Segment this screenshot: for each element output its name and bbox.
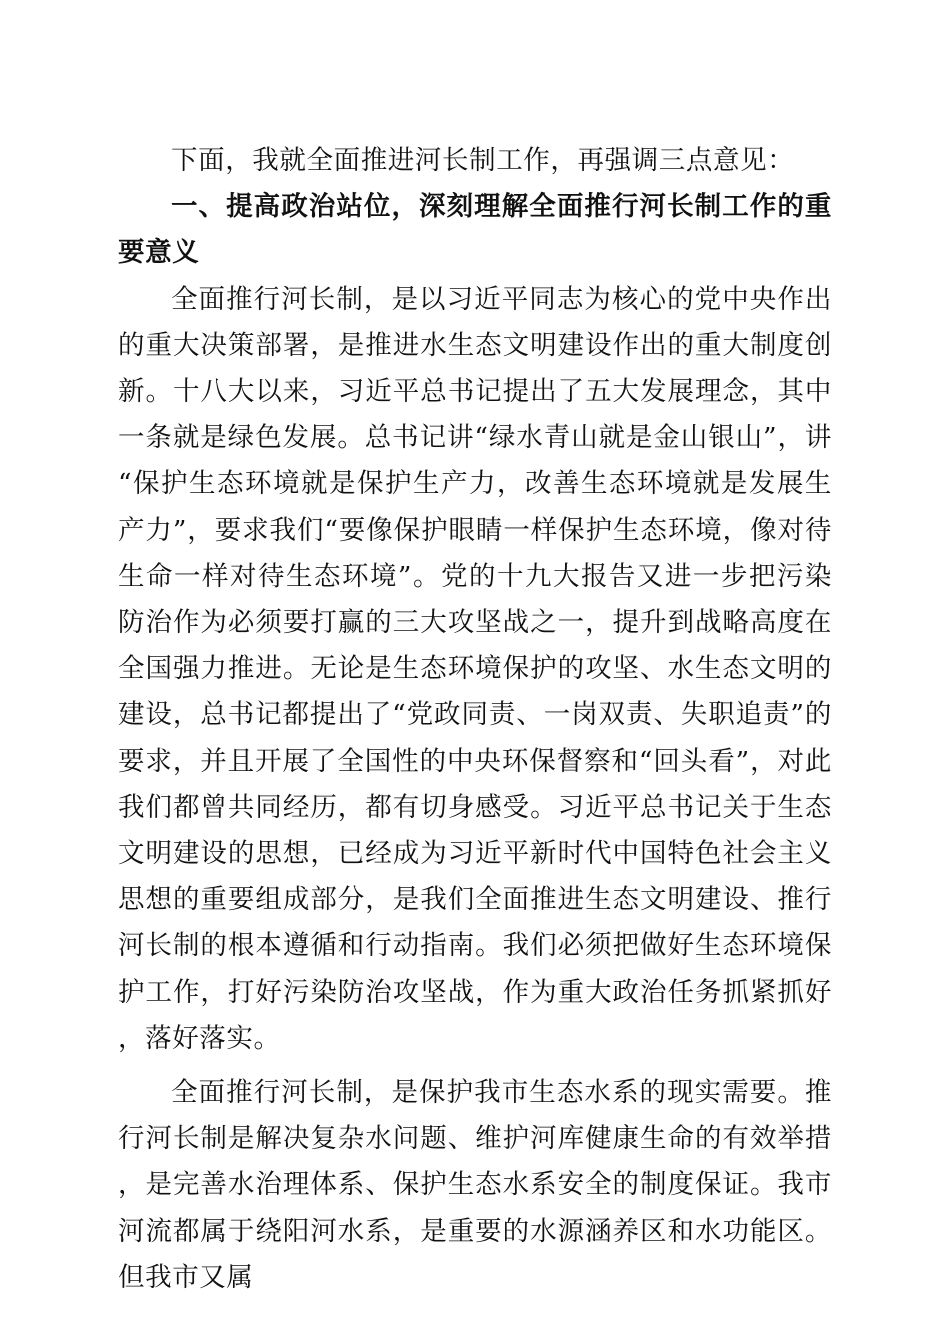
document-body: [118, 138, 832, 1301]
intro-paragraph: 下面，我就全面推进河长制工作，再强调三点意见：: [171, 145, 795, 176]
body-paragraph-2: 全面推行河长制，是保护我市生态水系的现实需要。推行河长制是解决复杂水问题、维护河库健康生命的有效举措，是完善水治理体系、保护生态水系安全的制度保证。我市河流都属于绕阳河水系，是重要的水源涵养区和水功能区。但我市又属: [118, 1077, 832, 1293]
section-heading-1: 一、提高政治站位，深刻理解全面推行河长制工作的重要意义: [118, 191, 832, 269]
paragraph-spacer: [118, 1062, 832, 1070]
body-paragraph-1: 全面推行河长制，是以习近平同志为核心的党中央作出的重大决策部署，是推进水生态文明建设作出的重大制度创新。十八大以来，习近平总书记提出了五大发展理念，其中一条就是绿色发展。总书记讲“绿水青山就是金山银山”，讲“保护生态环境就是保护生产力，改善生态环境就是发展生产力”，要求我们“要像保护眼睛一样保护生态环境，像对待生命一样对待生态环境”。党的十九大报告又进一步把污染防治作为必须要打赢的三大攻坚战之一，提升到战略高度在全国强力推进。无论是生态环境保护的攻坚、水生态文明的建设，总书记都提出了“党政同责、一岗双责、失职追责”的要求，并且开展了全国性的中央环保督察和“回头看”，对此我们都曾共同经历，都有切身感受。习近平总书记关于生态文明建设的思想，已经成为习近平新时代中国特色社会主义思想的重要组成部分，是我们全面推进生态文明建设、推行河长制的根本遵循和行动指南。我们必须把做好生态环境保护工作，打好污染防治攻坚战，作为重大政治任务抓紧抓好，落好落实。: [118, 283, 832, 1054]
